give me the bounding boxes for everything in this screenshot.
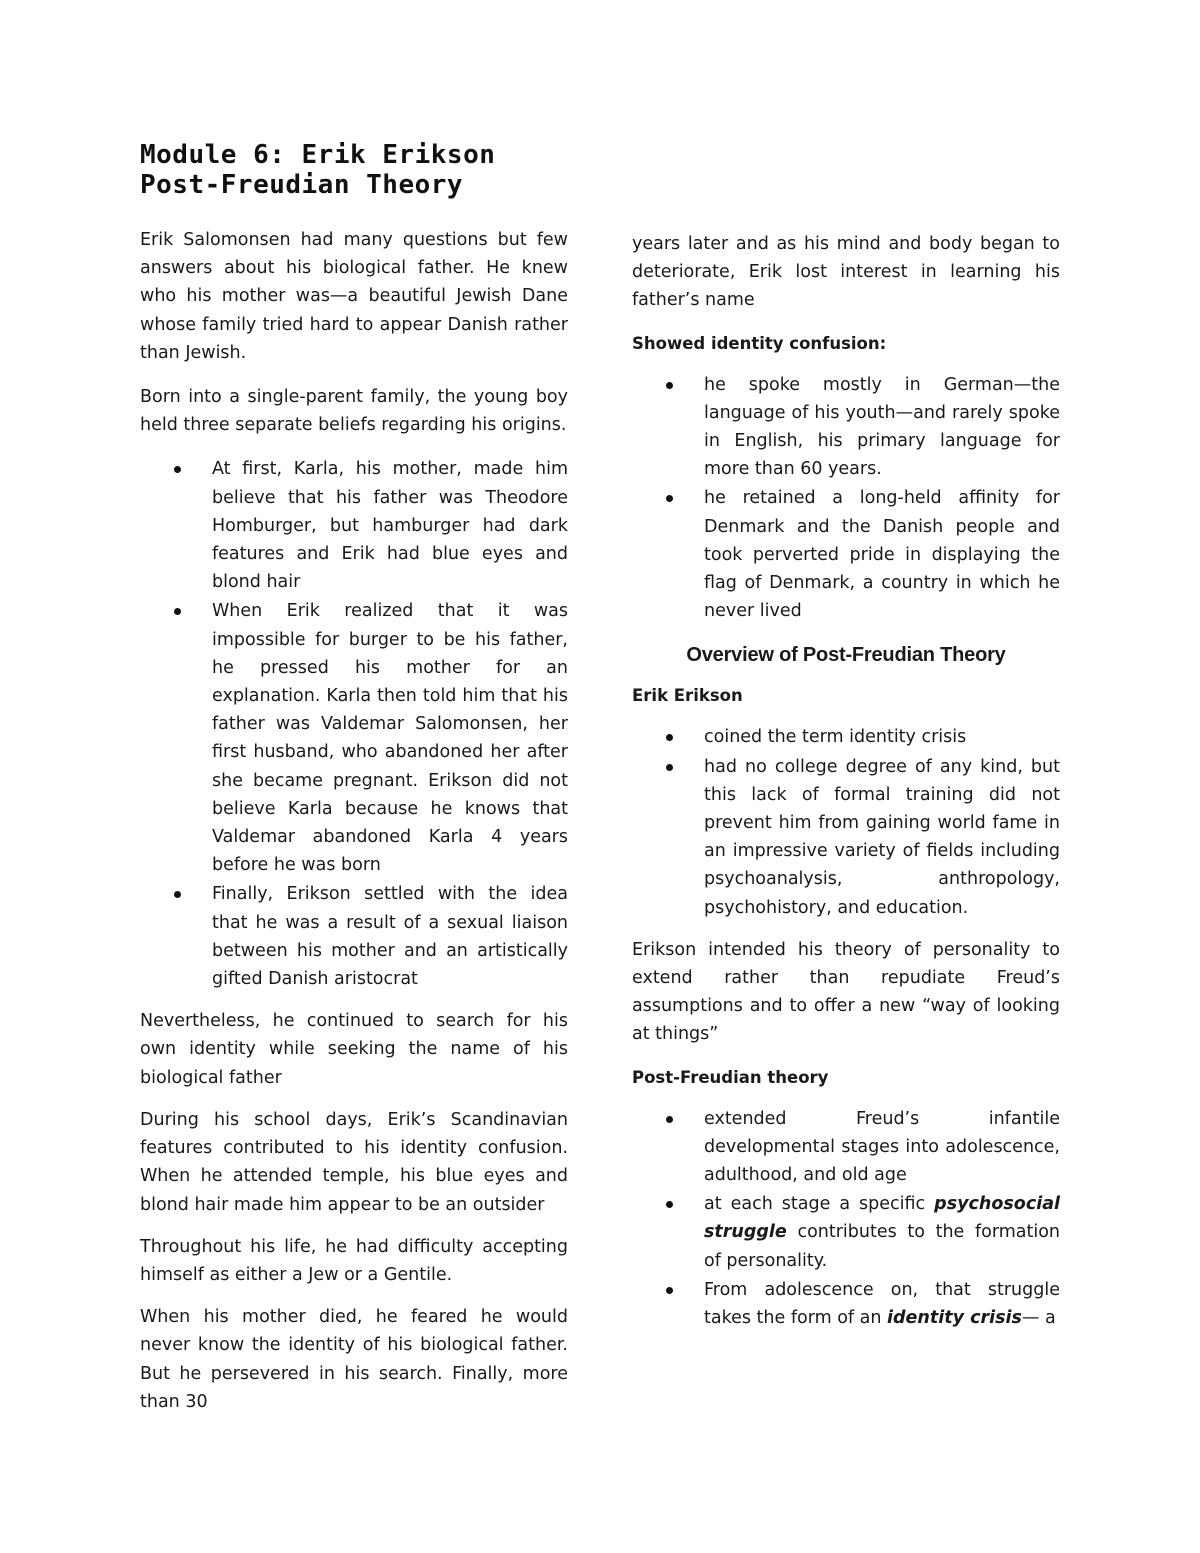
bullet-icon	[666, 382, 673, 389]
list-item	[140, 597, 568, 879]
bullet-icon	[666, 764, 673, 771]
paragraph-origins: Born into a single-parent family, the young boy held three separate beliefs regarding his origins.	[140, 387, 568, 436]
emphasis-identity-crisis: identity crisis	[887, 1308, 1022, 1329]
list-item-text: he retained a long-held affinity for Denmark and the Danish people and took perverted pride in displaying the flag of Denmark, a country in which he never lived	[704, 488, 1060, 622]
list-item-text-post: contributes to the formation of personality.	[704, 1222, 1060, 1271]
list-item	[140, 880, 568, 993]
bullet-icon	[174, 466, 181, 473]
origins-bullet-list	[140, 455, 568, 993]
bullet-icon	[666, 1116, 673, 1123]
list-item	[632, 1276, 1060, 1332]
list-item-text-post: — a	[1021, 1308, 1056, 1329]
list-item-text: coined the term identity crisis	[704, 727, 967, 748]
list-item-text: Finally, Erikson settled with the idea that he was a result of a sexual liaison between his mother and an artistically gifted Danish aristocrat	[212, 884, 568, 990]
bullet-icon	[174, 891, 181, 898]
emphasis-psychosocial-struggle: psychosocial struggle	[704, 1194, 1060, 1243]
paragraph-theory-intent: Erikson intended his theory of personality to extend rather than repudiate Freud’s assumptions and to offer a new “way of looking at things”	[632, 939, 1060, 1045]
paragraph-jew-gentile: Throughout his life, he had difficulty accepting himself as either a Jew or a Gentile.	[140, 1236, 568, 1285]
paragraph-mother-died: When his mother died, he feared he would never know the identity of his biological father. But he persevered in his search. Finally, more than 30	[140, 1307, 568, 1412]
list-item-text-pre: From adolescence on, that struggle takes the form of an	[704, 1279, 1060, 1329]
right-column	[632, 230, 1060, 1346]
label-identity-confusion: Showed identity confusion:	[632, 333, 887, 353]
list-item-text: extended Freud’s infantile developmental stages into adolescence, adulthood, and old age	[704, 1108, 1060, 1186]
erikson-bullet-list	[632, 723, 1060, 921]
bullet-icon	[666, 1201, 673, 1208]
page-title: Module 6: Erik Erikson Post-Freudian Theory	[140, 140, 496, 200]
bullet-icon	[666, 495, 673, 502]
list-item-text: had no college degree of any kind, but this lack of formal training did not prevent him from gaining world fame in an impressive variety of fields including psychoanalysis, anthropology, psychohistory, and education.	[704, 756, 1060, 918]
list-item	[632, 1190, 1060, 1275]
identity-bullet-list	[632, 371, 1060, 626]
post-freudian-bullet-list	[632, 1105, 1060, 1333]
list-item-text-pre: at each stage a specific	[704, 1194, 935, 1215]
label-post-freudian: Post-Freudian theory	[632, 1067, 829, 1087]
list-item	[140, 455, 568, 596]
paragraph-search: Nevertheless, he continued to search for his own identity while seeking the name of his biological father	[140, 1011, 568, 1088]
list-item	[632, 753, 1060, 922]
list-item-text: At first, Karla, his mother, made him believe that his father was Theodore Homburger, but hamburger had dark features and Erik had blue eyes and blond hair	[212, 459, 568, 593]
paragraph-intro: Erik Salomonsen had many questions but few answers about his biological father. He knew who his mother was—a beautiful Jewish Dane whose family tried hard to appear Danish rather than Jewish.	[140, 230, 568, 363]
bullet-icon	[174, 608, 181, 615]
list-item-text: When Erik realized that it was impossible for burger to be his father, he pressed his mother for an explanation. Karla then told him that his father was Valdemar Salomonsen, her first husband, who abandoned her after she became pregnant. Erikson did not believe Karla because he knows that Valdemar abandoned Karla 4 years before he was born	[212, 601, 568, 876]
left-column	[140, 140, 568, 1430]
list-item	[632, 1105, 1060, 1190]
list-item-text: he spoke mostly in German—the language of his youth—and rarely spoke in English, his primary language for more than 60 years.	[704, 374, 1060, 480]
paragraph-school: During his school days, Erik’s Scandinavian features contributed to his identity confusion. When he attended temple, his blue eyes and blond hair made him appear to be an outsider	[140, 1109, 568, 1215]
section-heading-overview: Overview of Post-Freudian Theory	[686, 644, 1006, 667]
paragraph-continued: years later and as his mind and body began to deteriorate, Erik lost interest in learning his father’s name	[632, 234, 1060, 311]
label-erik-erikson: Erik Erikson	[632, 686, 743, 706]
bullet-icon	[666, 1287, 673, 1294]
list-item	[632, 723, 1060, 751]
bullet-icon	[666, 734, 673, 741]
list-item	[632, 484, 1060, 625]
list-item	[632, 371, 1060, 484]
